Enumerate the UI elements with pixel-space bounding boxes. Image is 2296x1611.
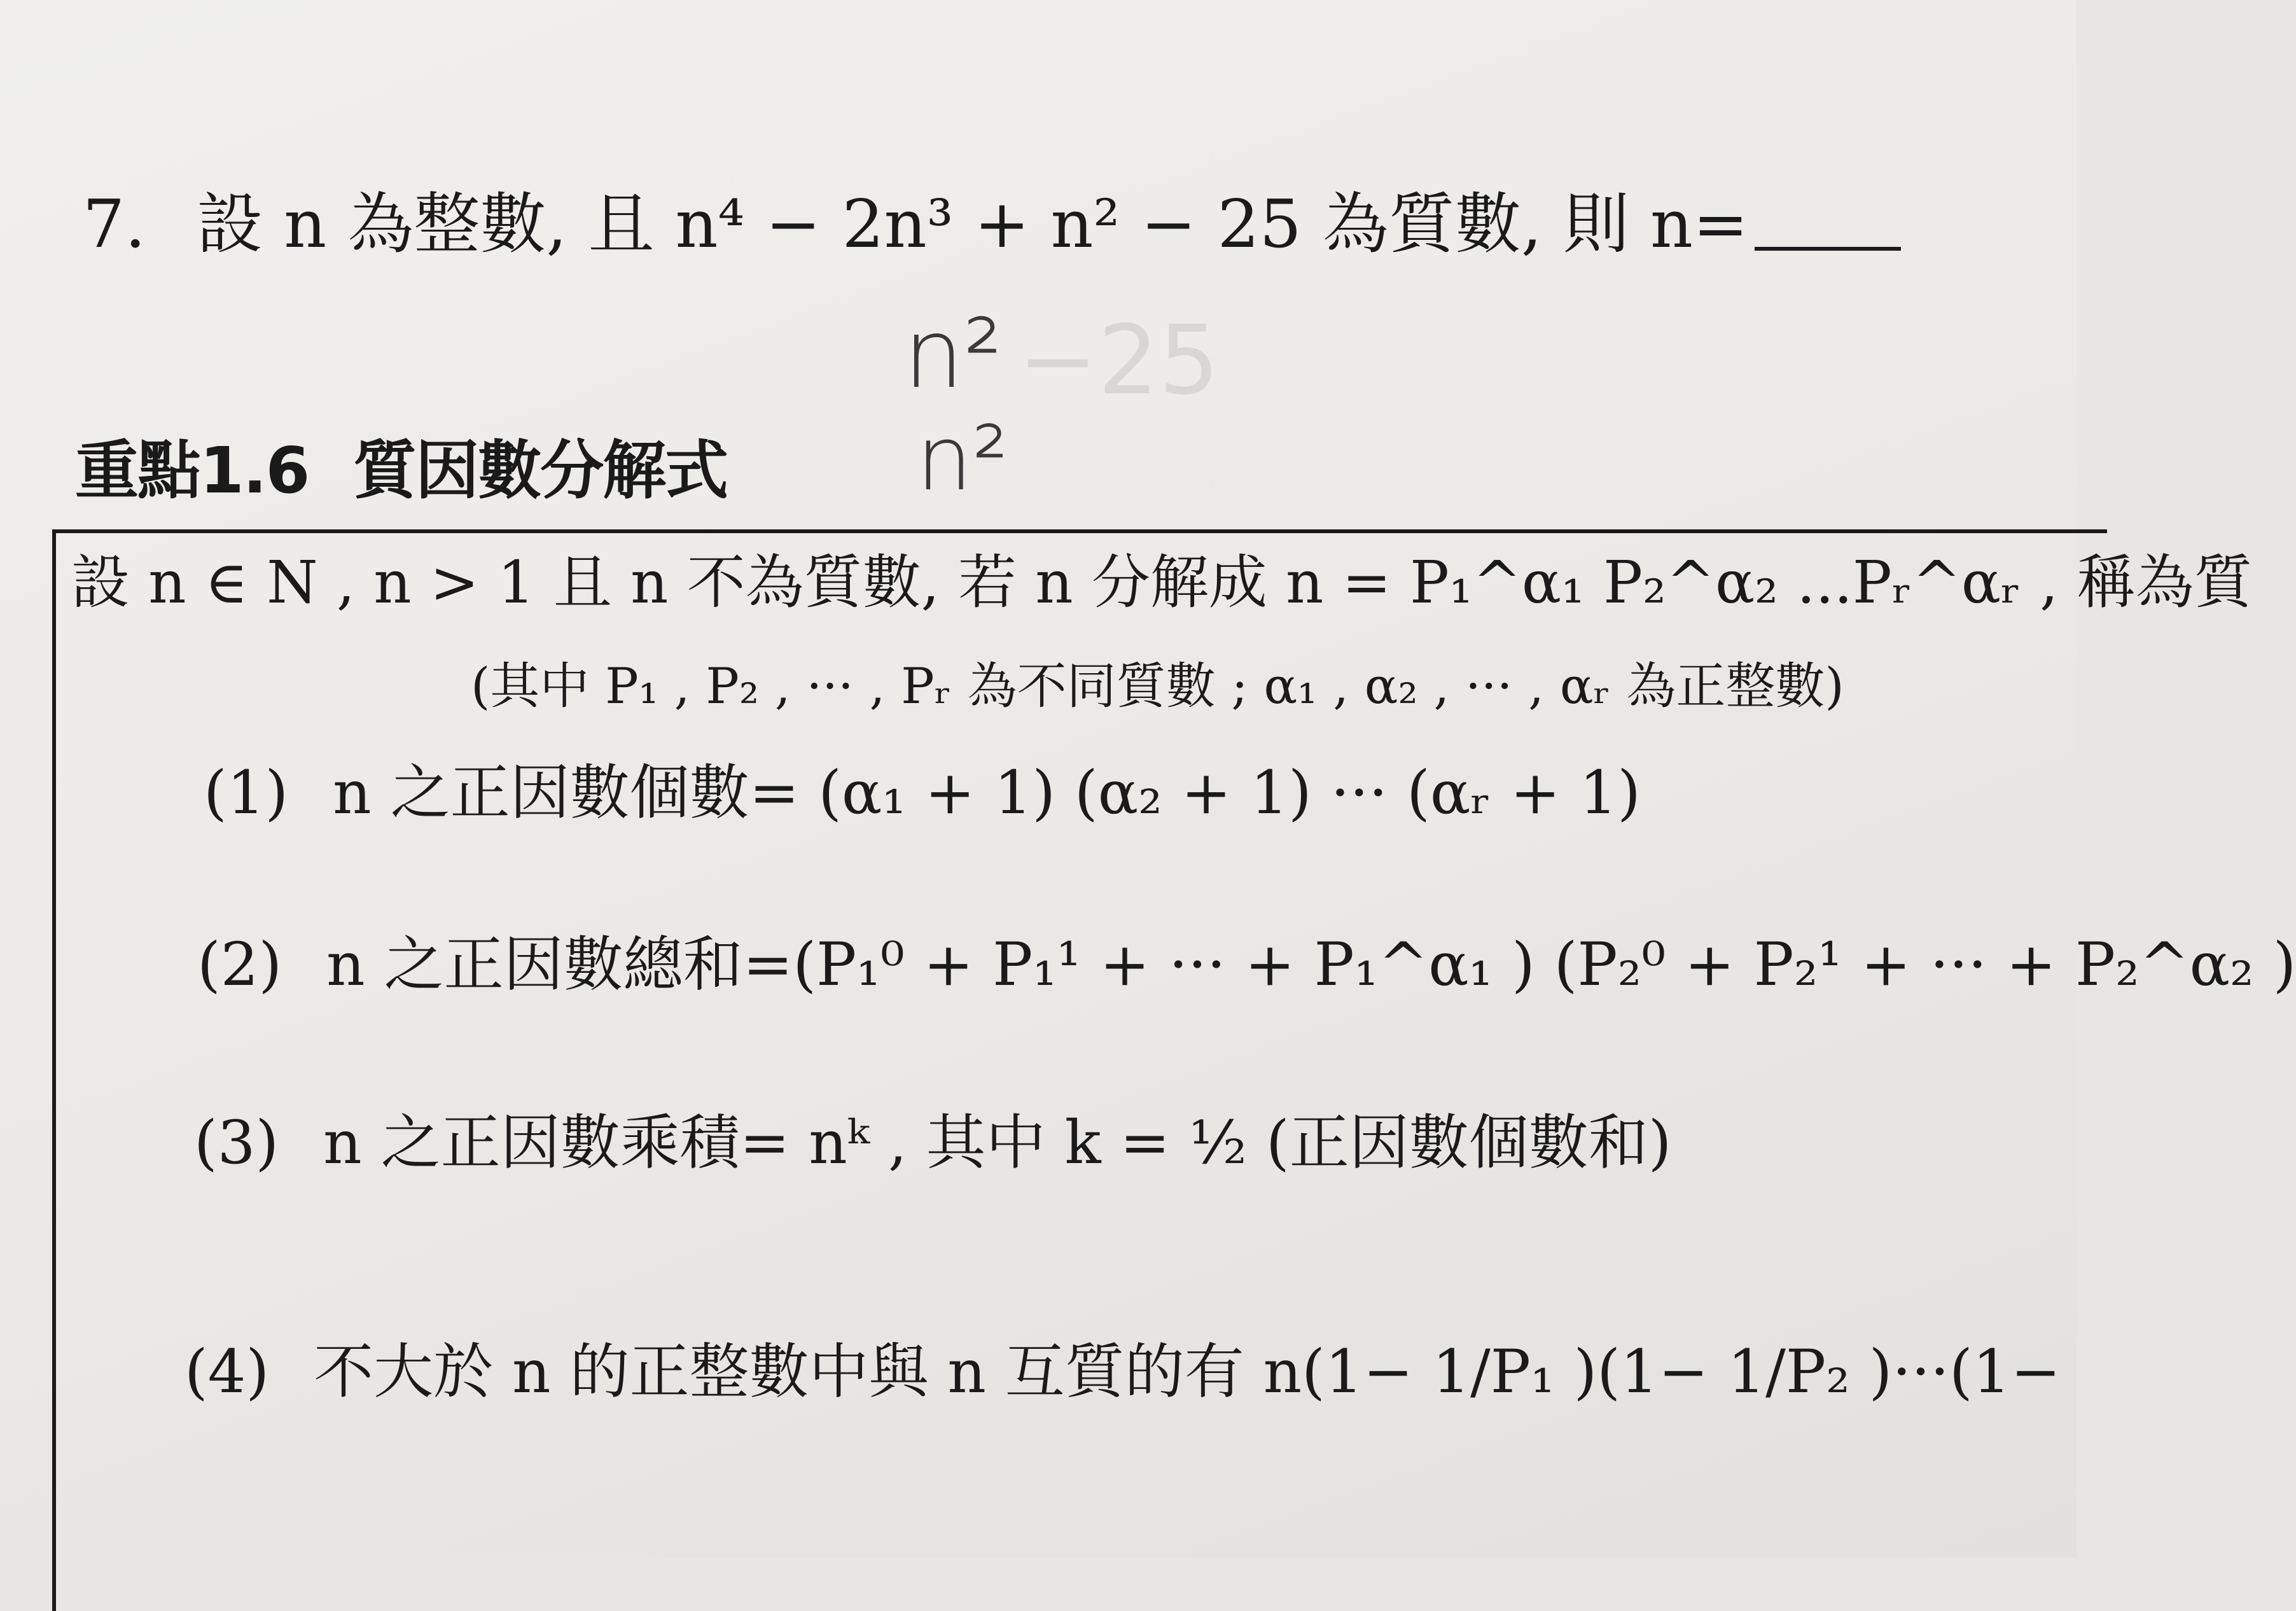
question-text: 設 n 為整數, 且 n⁴ − 2n³ + n² − 25 為質數, 則 n= (197, 185, 1749, 263)
item-number: (1) (204, 758, 289, 828)
section-heading (75, 433, 728, 508)
item-number: (4) (184, 1337, 270, 1407)
handwritten-note: n² (916, 407, 1008, 511)
item-number: (3) (194, 1108, 279, 1178)
definition-note: (其中 P₁ , P₂ , ··· , Pᵣ 為不同質數 ; α₁ , α₂ , ··· , αᵣ 為正整數) (471, 658, 1844, 715)
item-text: n 之正因數乘積= nᵏ , 其中 k = ½ (正因數個數和) (323, 1108, 1672, 1178)
item-text: n 之正因數個數= (α₁ + 1) (α₂ + 1) ··· (αᵣ + 1) (333, 758, 1641, 828)
question-number: 7. (83, 185, 146, 263)
erased-pencil-mark: −25 (1018, 305, 1220, 416)
formula-item-2 (197, 930, 2296, 1000)
item-number: (2) (197, 930, 282, 1000)
definition-intro: 設 n ∈ N , n > 1 且 n 不為質數, 若 n 分解成 n = P₁^α₁ P₂^α₂ ...Pᵣ^αᵣ , 稱為質 (71, 548, 2253, 617)
section-label: 重點1.6 (75, 433, 309, 508)
answer-blank[interactable] (1755, 247, 1901, 251)
question-7 (83, 185, 1901, 263)
formula-item-1 (204, 758, 1641, 828)
formula-item-4 (184, 1337, 2061, 1407)
item-text: n 之正因數總和=(P₁⁰ + P₁¹ + ··· + P₁^α₁ ) (P₂⁰ + P₂¹ + ··· + P₂^α₂ ) (326, 930, 2296, 1000)
item-text: 不大於 n 的正整數中與 n 互質的有 n(1− 1/P₁ )(1− 1/P₂ )···(1− (314, 1337, 2061, 1407)
section-title: 質因數分解式 (353, 433, 728, 508)
formula-item-3 (194, 1108, 1672, 1178)
handwritten-note: n² (903, 299, 1003, 410)
